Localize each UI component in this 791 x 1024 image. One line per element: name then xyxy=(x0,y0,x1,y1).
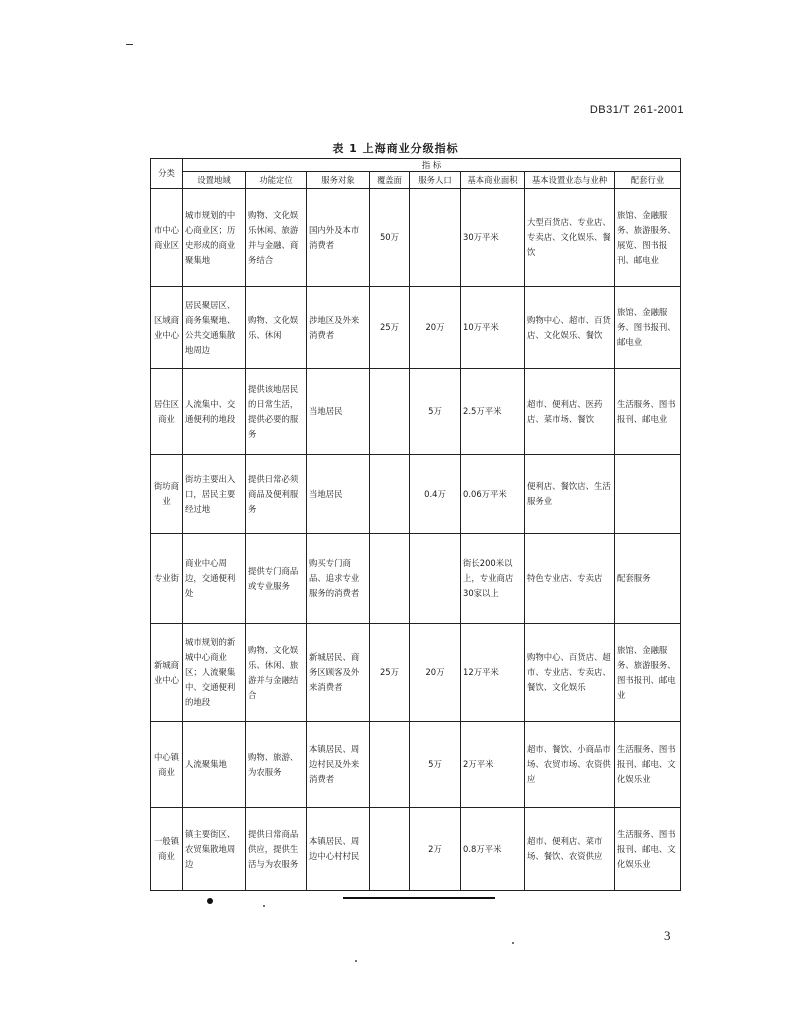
table-row xyxy=(151,624,681,722)
cell-supporting: 生活服务、图书报刊、邮电、文化娱乐业 xyxy=(615,722,681,808)
cell-formats: 购物中心、超市、百货店、文化娱乐、餐饮 xyxy=(525,287,615,369)
cell-target: 涉地区及外来消费者 xyxy=(307,287,370,369)
row-category: 街坊商业 xyxy=(151,455,183,534)
table-row xyxy=(151,369,681,455)
scan-speck xyxy=(355,960,357,962)
header-commercial-area: 基本商业面积 xyxy=(461,172,525,189)
cell-population xyxy=(410,189,461,287)
cell-supporting: 生活服务、图书报刊、邮电业 xyxy=(615,369,681,455)
row-category: 新城商业中心 xyxy=(151,624,183,722)
row-category: 中心镇商业 xyxy=(151,722,183,808)
cell-function: 购物、文化娱乐、休闲 xyxy=(246,287,307,369)
cell-target: 本镇居民、周边村民及外来消费者 xyxy=(307,722,370,808)
cell-population: 0.4万 xyxy=(410,455,461,534)
cell-formats: 大型百货店、专业店、专卖店、文化娱乐、餐饮 xyxy=(525,189,615,287)
cell-supporting: 生活服务、图书报刊、邮电、文化娱乐业 xyxy=(615,808,681,891)
cell-population: 20万 xyxy=(410,287,461,369)
header-formats: 基本设置业态与业种 xyxy=(525,172,615,189)
cell-coverage xyxy=(370,534,410,624)
scan-speck xyxy=(512,942,514,944)
cell-population: 5万 xyxy=(410,722,461,808)
cell-area: 商业中心周边，交通便利处 xyxy=(183,534,246,624)
cell-function: 购物、旅游、为农服务 xyxy=(246,722,307,808)
header-indicators: 指 标 xyxy=(183,159,681,172)
bullet-dot xyxy=(207,898,213,904)
cell-supporting: 旅馆、金融服务、图书报刊、邮电业 xyxy=(615,287,681,369)
cell-target: 当地居民 xyxy=(307,455,370,534)
page-number: 3 xyxy=(664,928,671,943)
header-target: 服务对象 xyxy=(307,172,370,189)
cell-commercial-area: 30万平米 xyxy=(461,189,525,287)
cell-area: 城市规划的中心商业区；历史形成的商业聚集地 xyxy=(183,189,246,287)
cell-coverage xyxy=(370,722,410,808)
table-row xyxy=(151,808,681,891)
header-supporting: 配套行业 xyxy=(615,172,681,189)
table-row xyxy=(151,722,681,808)
row-category: 区域商业中心 xyxy=(151,287,183,369)
cell-area: 街坊主要出入口，居民主要经过地 xyxy=(183,455,246,534)
row-category: 专业街 xyxy=(151,534,183,624)
cell-coverage xyxy=(370,808,410,891)
cell-commercial-area: 2.5万平米 xyxy=(461,369,525,455)
cell-target: 本镇居民、周边中心村村民 xyxy=(307,808,370,891)
row-category: 一般镇商业 xyxy=(151,808,183,891)
header-population: 服务人口 xyxy=(410,172,461,189)
cell-population: 20万 xyxy=(410,624,461,722)
cell-formats: 超市、便利店、菜市场、餐饮、农资供应 xyxy=(525,808,615,891)
cell-commercial-area: 0.06万平米 xyxy=(461,455,525,534)
cell-formats: 超市、便利店、医药店、菜市场、餐饮 xyxy=(525,369,615,455)
cell-function: 提供该地居民的日常生活，提供必要的服务 xyxy=(246,369,307,455)
table-row xyxy=(151,287,681,369)
table-row xyxy=(151,534,681,624)
cell-commercial-area: 10万平米 xyxy=(461,287,525,369)
cell-supporting xyxy=(615,455,681,534)
cell-formats: 特色专业店、专卖店 xyxy=(525,534,615,624)
cell-coverage: 25万 xyxy=(370,624,410,722)
cell-area: 居民聚居区、商务集聚地、公共交通集散地周边 xyxy=(183,287,246,369)
cell-coverage: 50万 xyxy=(370,189,410,287)
standard-code: DB31/T 261-2001 xyxy=(589,104,684,116)
table-title: 表 1 上海商业分级指标 xyxy=(332,142,459,155)
cell-coverage: 25万 xyxy=(370,287,410,369)
cell-population: 5万 xyxy=(410,369,461,455)
cell-target: 购买专门商品、追求专业服务的消费者 xyxy=(307,534,370,624)
footnote-rule xyxy=(343,897,495,899)
cell-commercial-area: 2万平米 xyxy=(461,722,525,808)
row-category: 市中心商业区 xyxy=(151,189,183,287)
cell-target: 国内外及本市消费者 xyxy=(307,189,370,287)
cell-area: 城市规划的新城中心商业区；人流聚集中、交通便利的地段 xyxy=(183,624,246,722)
header-category: 分类 xyxy=(151,159,183,189)
row-category: 居住区商业 xyxy=(151,369,183,455)
cell-population: 2万 xyxy=(410,808,461,891)
cell-formats: 购物中心、百货店、超市、专业店、专卖店、餐饮、文化娱乐 xyxy=(525,624,615,722)
cell-area: 镇主要街区、农贸集散地周边 xyxy=(183,808,246,891)
cell-area: 人流聚集地 xyxy=(183,722,246,808)
header-area: 设置地域 xyxy=(183,172,246,189)
cell-function: 购物、文化娱乐、休闲、旅游并与金融结合 xyxy=(246,624,307,722)
cell-commercial-area: 12万平米 xyxy=(461,624,525,722)
cell-formats: 超市、餐饮、小商品市场、农贸市场、农资供应 xyxy=(525,722,615,808)
scan-speck xyxy=(263,905,265,907)
commercial-grading-table xyxy=(150,158,681,891)
scan-mark xyxy=(126,44,133,45)
cell-function: 购物、文化娱乐休闲、旅游并与金融、商务结合 xyxy=(246,189,307,287)
cell-supporting: 旅馆、金融服务、旅游服务、展览、图书报刊、邮电业 xyxy=(615,189,681,287)
table-row xyxy=(151,189,681,287)
header-function: 功能定位 xyxy=(246,172,307,189)
cell-population xyxy=(410,534,461,624)
cell-function: 提供日常商品供应，提供生活与为农服务 xyxy=(246,808,307,891)
header-coverage: 覆盖面 xyxy=(370,172,410,189)
table-row xyxy=(151,455,681,534)
cell-formats: 便利店、餐饮店、生活服务业 xyxy=(525,455,615,534)
cell-function: 提供日常必须商品及便利服务 xyxy=(246,455,307,534)
cell-coverage xyxy=(370,455,410,534)
cell-supporting: 旅馆、金融服务、旅游服务、图书报刊、邮电业 xyxy=(615,624,681,722)
cell-commercial-area: 街长200米以上，专业商店30家以上 xyxy=(461,534,525,624)
cell-supporting: 配套服务 xyxy=(615,534,681,624)
cell-commercial-area: 0.8万平米 xyxy=(461,808,525,891)
cell-target: 新城居民、商务区顾客及外来消费者 xyxy=(307,624,370,722)
cell-function: 提供专门商品或专业服务 xyxy=(246,534,307,624)
cell-target: 当地居民 xyxy=(307,369,370,455)
cell-area: 人流集中、交通便利的地段 xyxy=(183,369,246,455)
cell-coverage xyxy=(370,369,410,455)
